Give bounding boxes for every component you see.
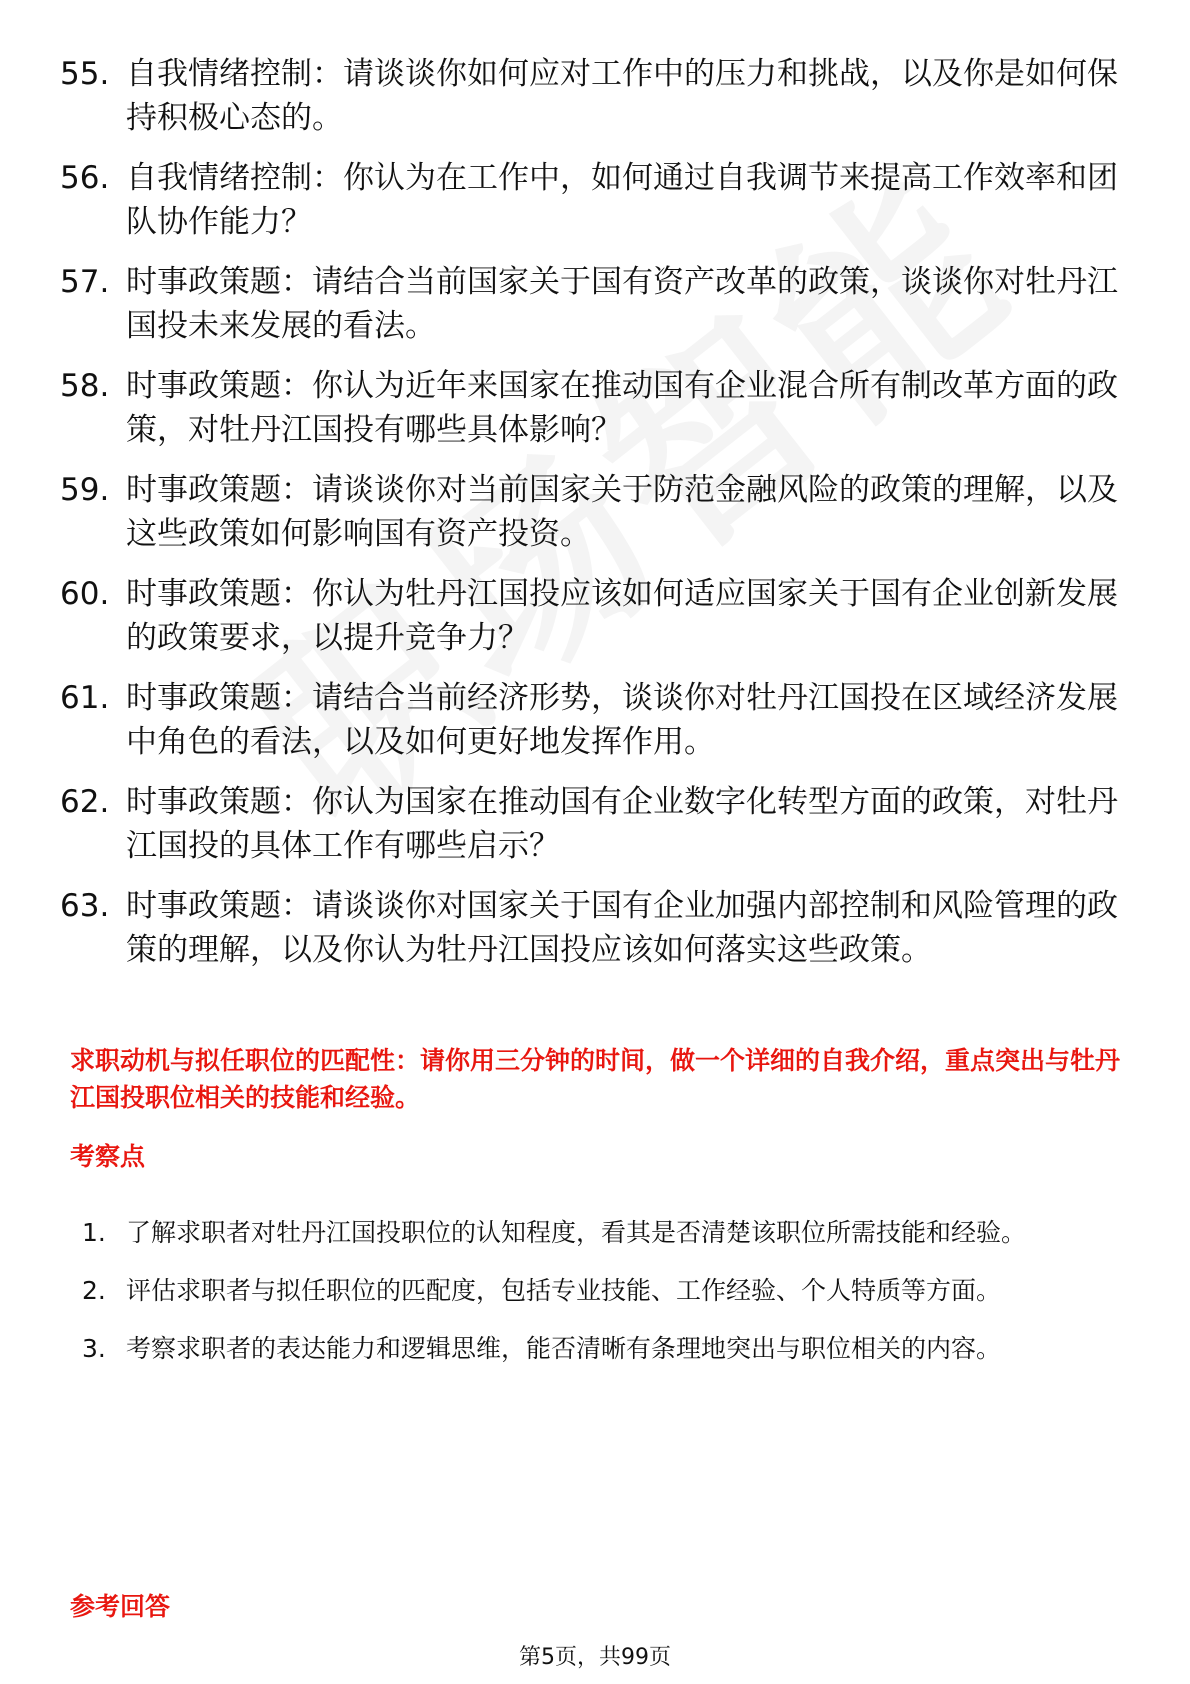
question-number: 60. xyxy=(60,576,110,612)
question-text: 时事政策题：请结合当前国家关于国有资产改革的政策，谈谈你对牡丹江国投未来发展的看法。 xyxy=(126,264,1118,344)
question-text: 自我情绪控制：请谈谈你如何应对工作中的压力和挑战，以及你是如何保持积极心态的。 xyxy=(126,56,1118,136)
question-text: 时事政策题：你认为牡丹江国投应该如何适应国家关于国有企业创新发展的政策要求，以提升竞争力？ xyxy=(126,576,1118,656)
list-item xyxy=(82,1320,1122,1378)
list-item xyxy=(60,156,1130,244)
point-number: 2. xyxy=(82,1276,106,1305)
question-text: 时事政策题：请谈谈你对国家关于国有企业加强内部控制和风险管理的政策的理解，以及你认为牡丹江国投应该如何落实这些政策。 xyxy=(126,888,1118,968)
question-text: 自我情绪控制：你认为在工作中，如何通过自我调节来提高工作效率和团队协作能力？ xyxy=(126,160,1118,240)
question-list xyxy=(60,52,1130,988)
list-item xyxy=(82,1262,1122,1320)
point-number: 3. xyxy=(82,1334,106,1363)
question-text: 时事政策题：你认为近年来国家在推动国有企业混合所有制改革方面的政策，对牡丹江国投有哪些具体影响？ xyxy=(126,368,1118,448)
question-number: 63. xyxy=(60,888,110,924)
assess-points-list xyxy=(82,1204,1122,1378)
question-number: 58. xyxy=(60,368,110,404)
point-text: 了解求职者对牡丹江国投职位的认知程度，看其是否清楚该职位所需技能和经验。 xyxy=(126,1218,1027,1247)
question-text: 时事政策题：请结合当前经济形势，谈谈你对牡丹江国投在区域经济发展中角色的看法，以及如何更好地发挥作用。 xyxy=(126,680,1118,760)
question-number: 56. xyxy=(60,160,110,196)
list-item xyxy=(60,780,1130,868)
list-item xyxy=(60,572,1130,660)
question-number: 62. xyxy=(60,784,110,820)
page-footer: 第5页，共99页 xyxy=(519,1645,671,1670)
question-text: 时事政策题：你认为国家在推动国有企业数字化转型方面的政策，对牡丹江国投的具体工作有哪些启示？ xyxy=(126,784,1118,864)
question-number: 55. xyxy=(60,56,110,92)
question-text: 时事政策题：请谈谈你对当前国家关于防范金融风险的政策的理解，以及这些政策如何影响国有资产投资。 xyxy=(126,472,1118,552)
list-item xyxy=(60,468,1130,556)
point-number: 1. xyxy=(82,1218,106,1247)
section-title-assess: 考察点 xyxy=(70,1142,146,1171)
question-number: 59. xyxy=(60,472,110,508)
question-number: 61. xyxy=(60,680,110,716)
list-item xyxy=(82,1204,1122,1262)
list-item xyxy=(60,364,1130,452)
list-item xyxy=(60,676,1130,764)
list-item xyxy=(60,884,1130,972)
section-title-answer: 参考回答 xyxy=(70,1592,171,1621)
list-item xyxy=(60,260,1130,348)
point-text: 考察求职者的表达能力和逻辑思维，能否清晰有条理地突出与职位相关的内容。 xyxy=(126,1334,1002,1363)
list-item xyxy=(60,52,1130,140)
question-number: 57. xyxy=(60,264,110,300)
highlight-question: 求职动机与拟任职位的匹配性：请你用三分钟的时间，做一个详细的自我介绍，重点突出与牡丹江国投职位相关的技能和经验。 xyxy=(70,1046,1121,1112)
point-text: 评估求职者与拟任职位的匹配度，包括专业技能、工作经验、个人特质等方面。 xyxy=(126,1276,1002,1305)
